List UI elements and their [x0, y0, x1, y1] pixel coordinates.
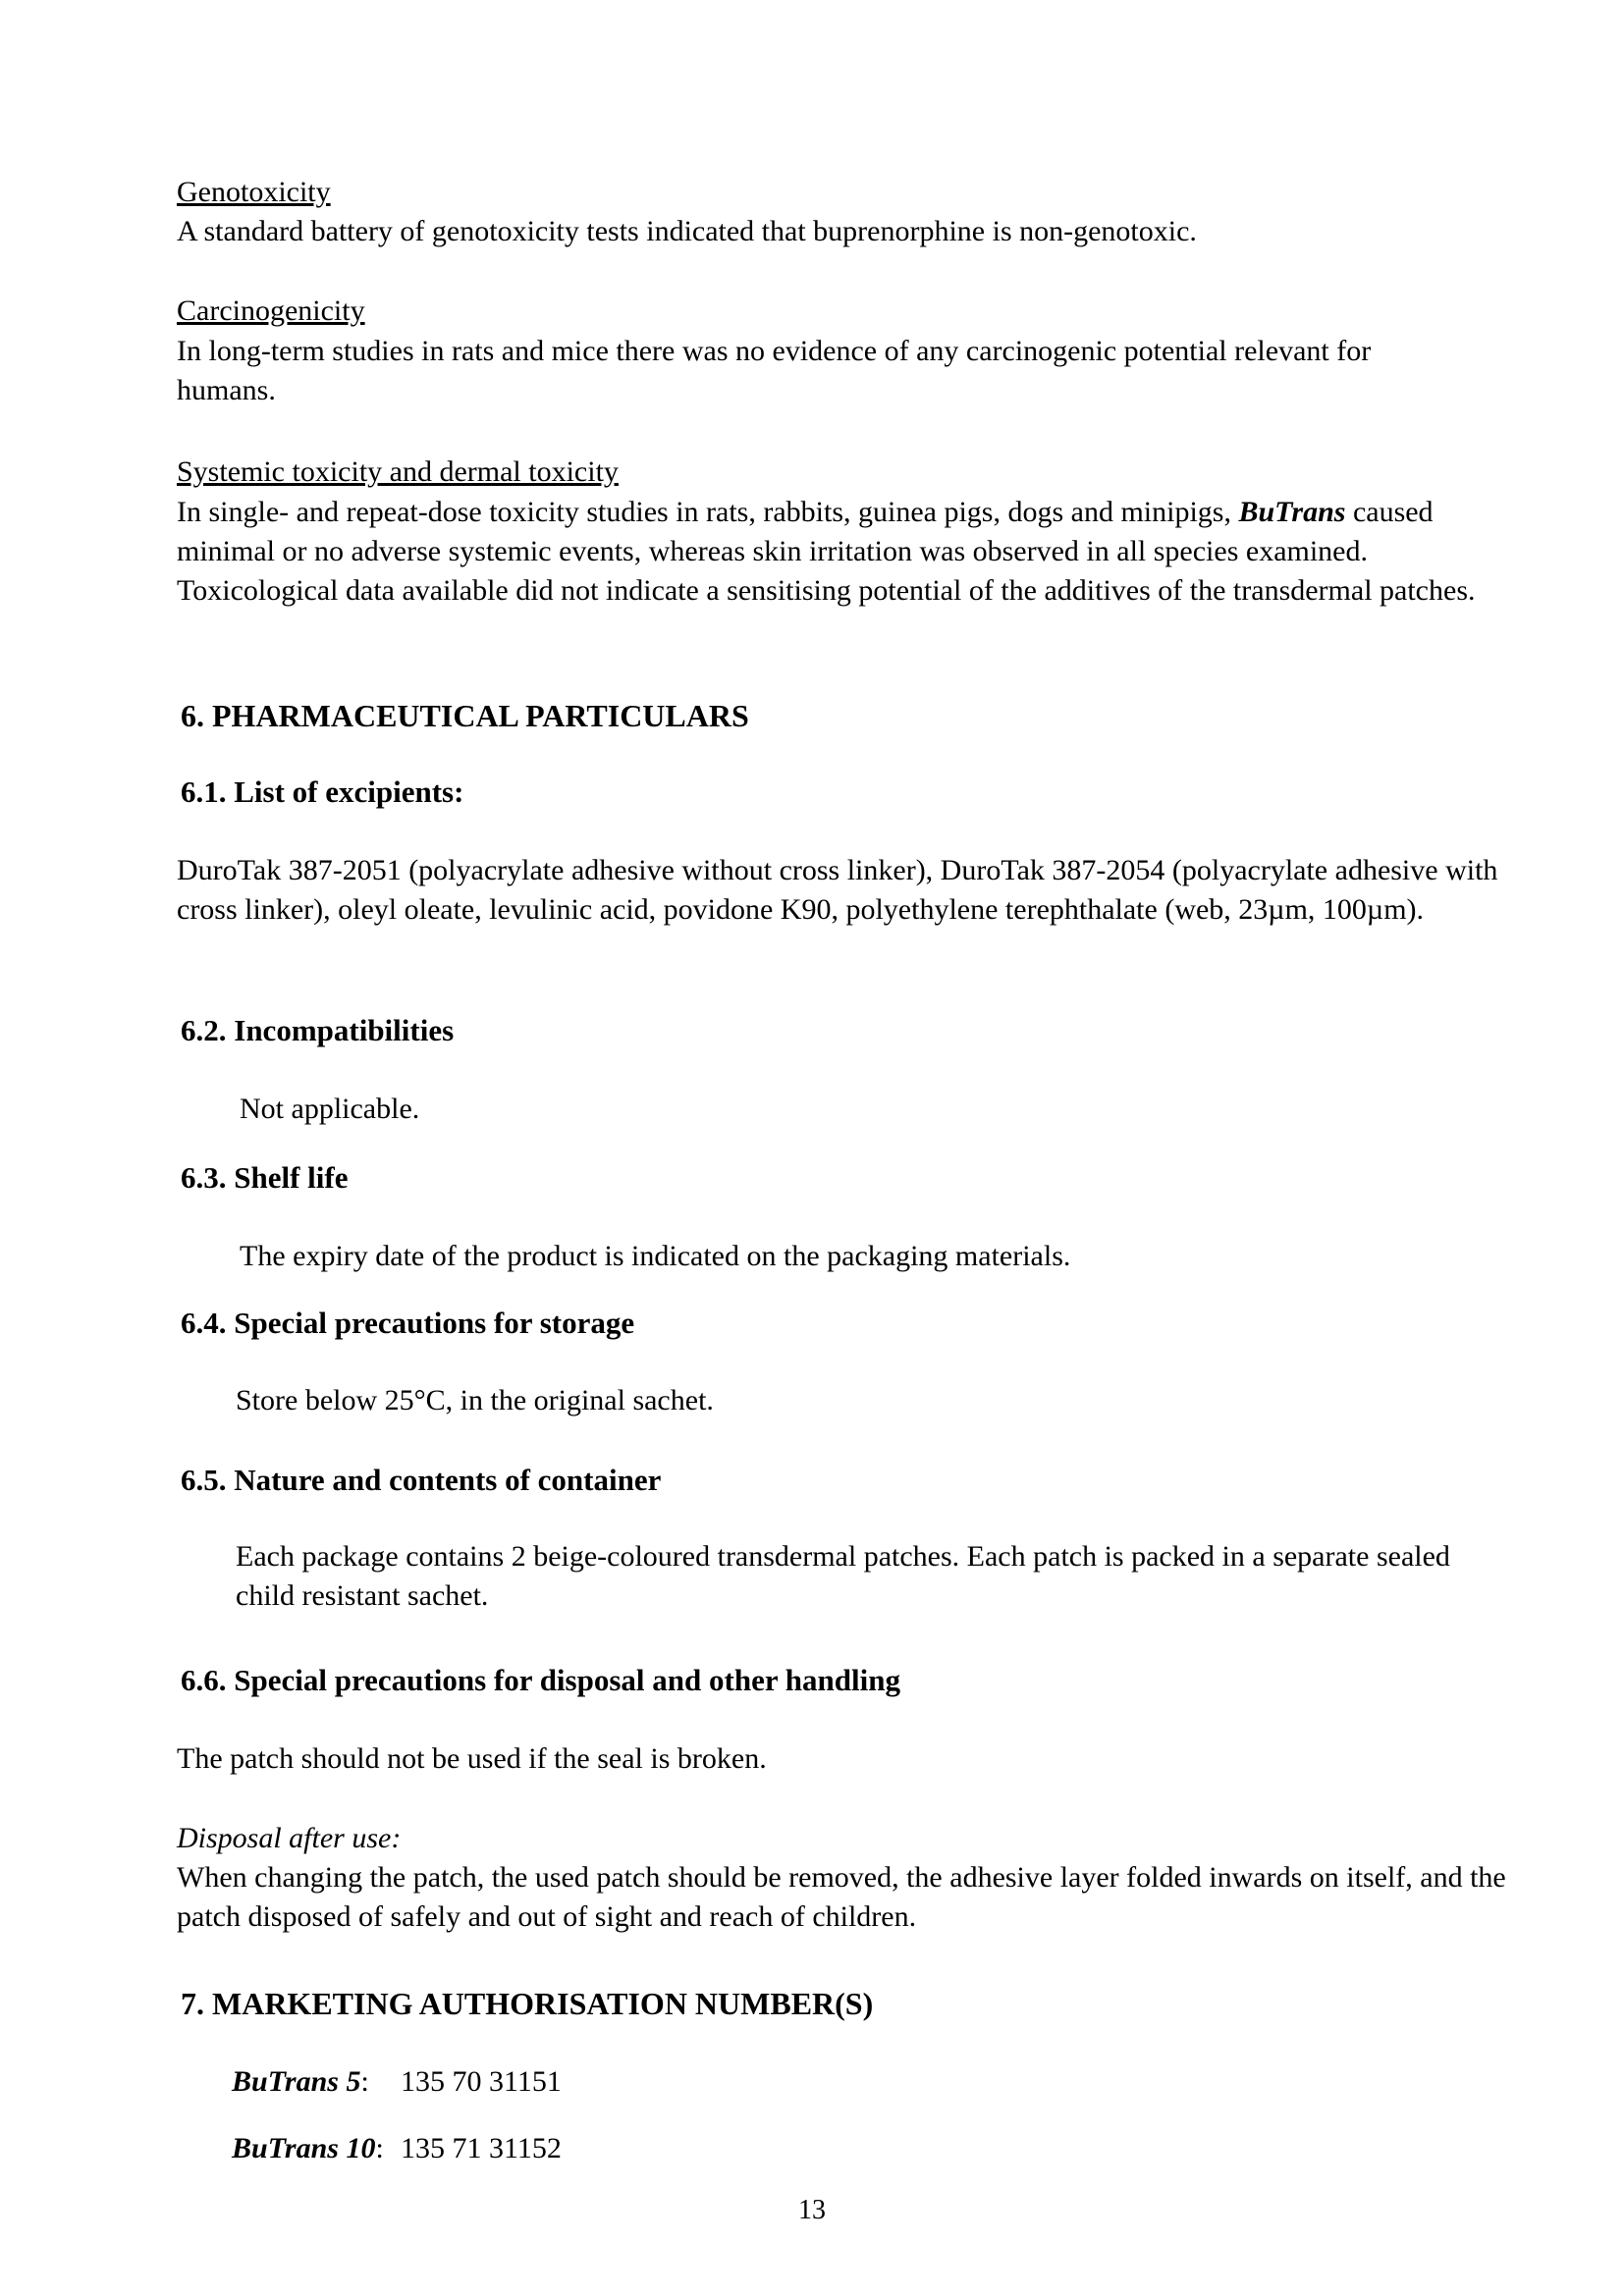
- product-name: BuTrans 10: [232, 2132, 376, 2164]
- page-number: 13: [798, 2195, 826, 2225]
- systemic-toxicity-text: [177, 493, 1492, 611]
- section-6-5-text: Each package contains 2 beige-coloured transdermal patches. Each patch is packed in a separate sealed child resistant sachet.: [236, 1540, 1450, 1612]
- marketing-authorisation-row: [232, 2062, 562, 2102]
- systemic-text-after: caused minimal or no adverse systemic events, whereas skin irritation was observed in all species examined. Toxicological data available did not indicate a sensitising potential of the additives of the transdermal patches.: [177, 496, 1476, 607]
- section-6-3-text: The expiry date of the product is indicated on the packaging materials.: [240, 1240, 1071, 1272]
- section-6-5-heading: 6.5. Nature and contents of container: [181, 1463, 662, 1497]
- section-6-4-heading: 6.4. Special precautions for storage: [181, 1306, 635, 1340]
- marketing-authorisation-row: [232, 2129, 562, 2168]
- section-6-3-heading: 6.3. Shelf life: [181, 1160, 349, 1195]
- section-6-6-heading: 6.6. Special precautions for disposal and other handling: [181, 1663, 900, 1697]
- section-6-2-text: Not applicable.: [240, 1093, 420, 1125]
- authorisation-number: 135 71 31152: [401, 2132, 562, 2164]
- separator: :: [360, 2065, 369, 2098]
- product-name: BuTrans 5: [232, 2065, 361, 2098]
- section-6-4-text: Store below 25°C, in the original sachet.: [236, 1384, 714, 1416]
- systemic-text-before: In single- and repeat-dose toxicity studies in rats, rabbits, guinea pigs, dogs and minipigs,: [177, 496, 1239, 528]
- section-6-title: 6. PHARMACEUTICAL PARTICULARS: [181, 698, 749, 733]
- carcinogenicity-text: In long-term studies in rats and mice there was no evidence of any carcinogenic potential relevant for humans.: [177, 335, 1372, 406]
- disposal-label: Disposal after use:: [177, 1822, 402, 1854]
- section-7-title: 7. MARKETING AUTHORISATION NUMBER(S): [181, 1986, 874, 2021]
- section-6-6-text: The patch should not be used if the seal is broken.: [177, 1742, 767, 1775]
- genotoxicity-heading: Genotoxicity: [177, 176, 331, 208]
- authorisation-number: 135 70 31151: [401, 2065, 562, 2098]
- carcinogenicity-heading: Carcinogenicity: [177, 294, 365, 327]
- separator: :: [375, 2132, 384, 2164]
- systemic-toxicity-heading: Systemic toxicity and dermal toxicity: [177, 455, 619, 488]
- genotoxicity-text: A standard battery of genotoxicity tests indicated that buprenorphine is non-genotoxic.: [177, 215, 1197, 247]
- disposal-text: When changing the patch, the used patch should be removed, the adhesive layer folded inwards on itself, and the patch disposed of safely and out of sight and reach of children.: [177, 1861, 1506, 1933]
- brand-name: BuTrans: [1238, 496, 1346, 528]
- section-6-1-text: DuroTak 387-2051 (polyacrylate adhesive without cross linker), DuroTak 387-2054 (polyacrylate adhesive with cross linker), oleyl oleate, levulinic acid, povidone K90, polyethylene terephthalate (web, 23µm, 100µm).: [177, 854, 1498, 926]
- section-6-1-heading: 6.1. List of excipients:: [181, 774, 464, 809]
- section-6-2-heading: 6.2. Incompatibilities: [181, 1013, 455, 1047]
